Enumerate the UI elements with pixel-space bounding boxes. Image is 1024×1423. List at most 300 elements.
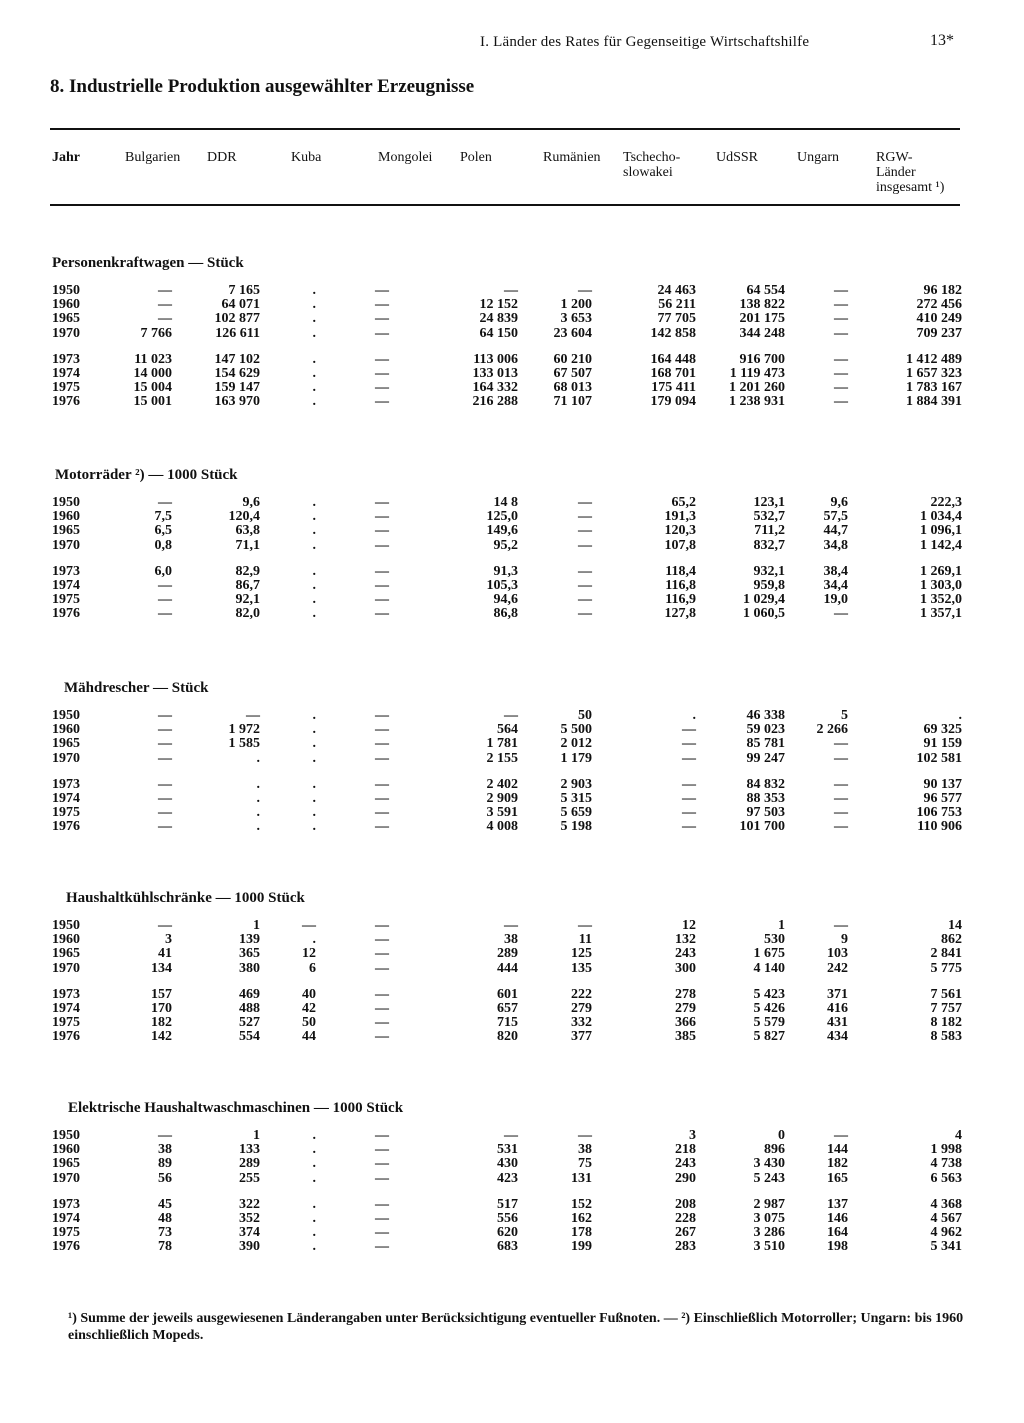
udssr-cell: 3 286 [753,1225,785,1241]
running-title: I. Länder des Rates für Gegenseitige Wirtschaftshilfe [480,34,810,50]
year-cell: 1965 [52,311,80,327]
udssr-cell: 201 175 [739,311,785,327]
tschechoslowakei-cell: 228 [675,1211,696,1226]
rgw-cell: 8 182 [930,1015,962,1031]
rgw-cell: 1 142,4 [920,537,962,553]
rumaenien-cell: 199 [571,1239,592,1255]
kuba-cell: . [312,1196,316,1212]
section-title: Haushaltkühlschränke — 1000 Stück [66,890,305,906]
rumaenien-cell: — [578,495,592,510]
ddr-cell: 365 [239,946,260,962]
bulgarien-cell: 6,0 [154,563,172,579]
ddr-cell: 527 [239,1015,260,1031]
bulgarien-cell: — [158,495,172,510]
rgw-cell: 1 303,0 [920,578,962,593]
mongolei-cell: — [375,946,389,962]
tschechoslowakei-cell: — [682,819,696,835]
polen-cell: 105,3 [486,578,518,593]
udssr-cell: 916 700 [739,351,785,367]
kuba-cell: 44 [302,1029,316,1045]
ddr-cell: . [256,750,260,766]
year-cell: 1976 [52,1239,80,1255]
kuba-cell: 12 [302,946,316,962]
tschechoslowakei-cell: 164 448 [650,351,696,367]
rumaenien-cell: 1 200 [560,297,592,313]
bulgarien-cell: 3 [165,932,172,948]
tschechoslowakei-cell: 24 463 [657,283,696,298]
mongolei-cell: — [375,1029,389,1045]
kuba-cell: . [312,537,316,553]
udssr-cell: 1 029,4 [743,592,785,608]
ddr-cell: 126 611 [215,325,260,341]
ddr-cell: 133 [239,1142,260,1158]
year-cell: 1973 [52,776,80,792]
rgw-cell: 96 577 [923,791,962,806]
bulgarien-cell: 157 [151,986,172,1002]
rgw-cell: 90 137 [923,776,962,792]
ungarn-cell: 9,6 [830,495,848,510]
year-cell: 1950 [52,918,80,933]
kuba-cell: 42 [302,1001,316,1016]
ddr-cell: . [256,819,260,835]
rumaenien-cell: 38 [578,1142,592,1158]
tschechoslowakei-cell: 107,8 [664,537,696,553]
ungarn-cell: — [834,351,848,367]
polen-cell: 164 332 [472,380,518,396]
mongolei-cell: — [375,1170,389,1186]
ungarn-cell: — [834,776,848,792]
rgw-cell: 96 182 [923,283,962,298]
year-cell: 1950 [52,283,80,298]
rgw-cell: 7 561 [930,986,962,1002]
bulgarien-cell: — [158,283,172,298]
year-cell: 1976 [52,606,80,622]
year-cell: 1973 [52,1196,80,1212]
ungarn-cell: 198 [827,1239,848,1255]
ddr-cell: 390 [239,1239,260,1255]
ddr-cell: 64 071 [221,297,260,313]
kuba-cell: . [312,523,316,539]
ungarn-cell: — [834,283,848,298]
rgw-cell: 1 657 323 [906,366,962,381]
tschechoslowakei-cell: 208 [675,1196,696,1212]
mongolei-cell: — [375,1239,389,1255]
ungarn-cell: 137 [827,1196,848,1212]
ddr-cell: 1 [253,918,260,933]
rumaenien-cell: 67 507 [553,366,592,381]
polen-cell: 125,0 [486,509,518,525]
polen-cell: 14 8 [493,495,518,510]
ddr-cell: 86,7 [235,578,260,593]
mongolei-cell: — [375,736,389,752]
mongolei-cell: — [375,311,389,327]
mongolei-cell: — [375,1015,389,1031]
footnote: ¹) Summe der jeweils ausgewiesenen Länderangaben unter Berücksichtigung eventueller Fußnoten. — ²) Einschließlich Motorroller; Ungarn: bis 1960 einschließlich Mopeds. [68,1311,964,1343]
polen-cell: 430 [497,1156,518,1172]
polen-cell: 2 909 [486,791,518,806]
rgw-cell: 102 581 [916,750,962,766]
polen-cell: 12 152 [479,297,518,313]
col-ungarn-header: Ungarn [797,150,839,165]
polen-cell: 4 008 [486,819,518,835]
bulgarien-cell: 45 [158,1196,172,1212]
udssr-cell: 959,8 [753,578,785,593]
mongolei-cell: — [375,819,389,835]
ungarn-cell: 371 [827,986,848,1002]
mongolei-cell: — [375,1156,389,1172]
mongolei-cell: — [375,523,389,539]
bulgarien-cell: 73 [158,1225,172,1241]
ungarn-cell: 416 [827,1001,848,1016]
polen-cell: — [504,918,518,933]
ddr-cell: 154 629 [214,366,260,381]
ungarn-cell: — [834,394,848,410]
polen-cell: 149,6 [486,523,518,539]
rgw-cell: 1 357,1 [920,606,962,622]
tschechoslowakei-cell: 278 [675,986,696,1002]
ddr-cell: 352 [239,1211,260,1226]
ungarn-cell: 242 [827,960,848,976]
ungarn-cell: — [834,366,848,381]
udssr-cell: 138 822 [739,297,785,313]
section-title: Elektrische Haushaltwaschmaschinen — 1000 Stück [68,1100,404,1116]
kuba-cell: 50 [302,1015,316,1031]
bulgarien-cell: 56 [158,1170,172,1186]
bulgarien-cell: — [158,311,172,327]
ddr-cell: 71,1 [235,537,260,553]
rumaenien-cell: 60 210 [553,351,592,367]
udssr-cell: 5 426 [753,1001,785,1016]
kuba-cell: . [312,380,316,396]
rgw-cell: 272 456 [916,297,962,313]
ungarn-cell: — [834,918,848,933]
udssr-cell: 530 [764,932,785,948]
ungarn-cell: 103 [827,946,848,962]
rgw-cell: 1 783 167 [906,380,962,396]
rumaenien-cell: — [578,918,592,933]
polen-cell: 531 [497,1142,518,1158]
bulgarien-cell: 182 [151,1015,172,1031]
udssr-cell: 46 338 [746,708,785,723]
kuba-cell: . [312,283,316,298]
bulgarien-cell: 142 [151,1029,172,1045]
ddr-cell: 163 970 [214,394,260,410]
udssr-cell: 5 243 [753,1170,785,1186]
year-cell: 1974 [52,1211,80,1226]
section-title: Mähdrescher — Stück [64,680,209,696]
tschechoslowakei-cell: — [682,750,696,766]
polen-cell: 564 [497,722,518,738]
rumaenien-cell: — [578,523,592,539]
udssr-cell: 59 023 [746,722,785,738]
col-ddr-header: DDR [207,150,237,165]
year-cell: 1965 [52,946,80,962]
year-cell: 1970 [52,750,80,766]
mongolei-cell: — [375,932,389,948]
kuba-cell: . [312,932,316,948]
tschechoslowakei-cell: 3 [689,1128,696,1143]
ddr-cell: . [256,776,260,792]
kuba-cell: . [312,509,316,525]
kuba-cell: 40 [302,986,316,1002]
bulgarien-cell: 15 004 [133,380,172,396]
rgw-cell: 1 034,4 [920,509,962,525]
rgw-cell: 106 753 [916,805,962,821]
kuba-cell: 6 [309,960,316,976]
year-cell: 1960 [52,722,80,738]
kuba-cell: . [312,563,316,579]
ddr-cell: 7 165 [228,283,260,298]
mongolei-cell: — [375,918,389,933]
rumaenien-cell: 377 [571,1029,592,1045]
col-udssr-header: UdSSR [716,150,759,165]
polen-cell: 24 839 [479,311,518,327]
tschechoslowakei-cell: 243 [675,946,696,962]
tschechoslowakei-cell: 118,4 [665,563,696,579]
bulgarien-cell: 48 [158,1211,172,1226]
udssr-cell: 85 781 [746,736,785,752]
col-bulgarien-header: Bulgarien [125,150,181,165]
ungarn-cell: 182 [827,1156,848,1172]
polen-cell: 86,8 [493,606,518,622]
ddr-cell: 120,4 [228,509,260,525]
kuba-cell: . [312,366,316,381]
mongolei-cell: — [375,1225,389,1241]
polen-cell: 216 288 [472,394,518,410]
ddr-cell: 380 [239,960,260,976]
year-cell: 1973 [52,563,80,579]
bulgarien-cell: 89 [158,1156,172,1172]
udssr-cell: 832,7 [753,537,785,553]
rumaenien-cell: — [578,283,592,298]
year-cell: 1975 [52,1225,80,1241]
rumaenien-cell: 75 [578,1156,592,1172]
ungarn-cell: — [834,805,848,821]
ddr-cell: 289 [239,1156,260,1172]
rumaenien-cell: 2 903 [560,776,592,792]
mongolei-cell: — [375,986,389,1002]
ddr-cell: 82,9 [235,563,260,579]
col-polen-header: Polen [460,150,492,165]
bulgarien-cell: 38 [158,1142,172,1158]
tschechoslowakei-cell: 127,8 [664,606,696,622]
polen-cell: — [504,283,518,298]
polen-cell: 1 781 [486,736,518,752]
rumaenien-cell: 279 [571,1001,592,1016]
rgw-cell: 1 269,1 [920,563,962,579]
bulgarien-cell: 0,8 [154,537,172,553]
udssr-cell: 5 579 [753,1015,785,1031]
ungarn-cell: — [834,380,848,396]
year-cell: 1960 [52,1142,80,1158]
ddr-cell: 139 [239,932,260,948]
tschechoslowakei-cell: 179 094 [650,394,696,410]
bulgarien-cell: — [158,722,172,738]
udssr-cell: 532,7 [753,509,785,525]
tschechoslowakei-cell: 385 [675,1029,696,1045]
kuba-cell: . [312,708,316,723]
tschechoslowakei-cell: 279 [675,1001,696,1016]
rumaenien-cell: 3 653 [560,311,592,327]
mongolei-cell: — [375,1196,389,1212]
bulgarien-cell: — [158,791,172,806]
polen-cell: 715 [497,1015,518,1031]
ungarn-cell: — [834,311,848,327]
udssr-cell: 1 060,5 [743,606,785,622]
rumaenien-cell: 50 [578,708,592,723]
ungarn-cell: 165 [827,1170,848,1186]
bulgarien-cell: — [158,918,172,933]
rumaenien-cell: 5 198 [560,819,592,835]
mongolei-cell: — [375,592,389,608]
bulgarien-cell: — [158,708,172,723]
kuba-cell: . [312,297,316,313]
mongolei-cell: — [375,708,389,723]
rgw-cell: 5 341 [930,1239,962,1255]
tschechoslowakei-cell: 218 [675,1142,696,1158]
kuba-cell: . [312,394,316,410]
col-kuba-header: Kuba [291,150,322,165]
mongolei-cell: — [375,325,389,341]
udssr-cell: 3 510 [753,1239,785,1255]
rgw-cell: 8 583 [930,1029,962,1045]
tschechoslowakei-cell: — [682,776,696,792]
rumaenien-cell: 23 604 [553,325,592,341]
ddr-cell: — [246,708,260,723]
kuba-cell: . [312,1239,316,1255]
mongolei-cell: — [375,1211,389,1226]
polen-cell: 95,2 [493,537,518,553]
udssr-cell: 0 [778,1128,785,1143]
mongolei-cell: — [375,606,389,622]
ddr-cell: 159 147 [214,380,260,396]
kuba-cell: . [312,1211,316,1226]
kuba-cell: . [312,736,316,752]
year-cell: 1976 [52,394,80,410]
rgw-cell: 4 962 [930,1225,962,1241]
rgw-cell: 110 906 [917,819,962,835]
year-cell: 1974 [52,791,80,806]
tschechoslowakei-cell: 12 [682,918,696,933]
tschechoslowakei-cell: — [682,736,696,752]
mongolei-cell: — [375,509,389,525]
kuba-cell: . [312,1225,316,1241]
year-cell: 1976 [52,819,80,835]
col-rgw-header: RGW- Länder insgesamt ¹) [876,150,945,195]
tschechoslowakei-cell: 56 211 [658,297,696,313]
polen-cell: 517 [497,1196,518,1212]
ddr-cell: 9,6 [242,495,260,510]
rumaenien-cell: 332 [571,1015,592,1031]
bulgarien-cell: 7 766 [140,325,172,341]
year-cell: 1973 [52,351,80,367]
udssr-cell: 84 832 [746,776,785,792]
rgw-cell: 4 567 [930,1211,962,1226]
ungarn-cell: 5 [841,708,848,723]
year-cell: 1970 [52,325,80,341]
year-cell: 1960 [52,297,80,313]
tschechoslowakei-cell: 243 [675,1156,696,1172]
col-tschechoslowakei-header: Tschecho- slowakei [623,150,681,180]
mongolei-cell: — [375,750,389,766]
polen-cell: 2 155 [486,750,518,766]
year-cell: 1974 [52,366,80,381]
mongolei-cell: — [375,1001,389,1016]
year-cell: 1965 [52,736,80,752]
polen-cell: 91,3 [493,563,518,579]
polen-cell: 601 [497,986,518,1002]
year-cell: 1973 [52,986,80,1002]
ungarn-cell: 38,4 [823,563,848,579]
tschechoslowakei-cell: 175 411 [651,380,696,396]
rumaenien-cell: 5 315 [560,791,592,806]
ddr-cell: 469 [239,986,260,1002]
bulgarien-cell: — [158,750,172,766]
kuba-cell: . [312,750,316,766]
polen-cell: 94,6 [493,592,518,608]
year-cell: 1974 [52,578,80,593]
page-title: 8. Industrielle Produktion ausgewählter Erzeugnisse [50,76,475,97]
polen-cell: 113 006 [473,351,518,367]
rgw-cell: 1 998 [930,1142,962,1158]
ungarn-cell: 146 [827,1211,848,1226]
udssr-cell: 2 987 [753,1196,785,1212]
bulgarien-cell: 6,5 [154,523,172,539]
ddr-cell: 1 585 [228,736,260,752]
kuba-cell: . [312,776,316,792]
ungarn-cell: 9 [841,932,848,948]
udssr-cell: 4 140 [753,960,785,976]
ungarn-cell: — [834,819,848,835]
bulgarien-cell: — [158,592,172,608]
mongolei-cell: — [375,283,389,298]
polen-cell: 423 [497,1170,518,1186]
bulgarien-cell: 11 023 [134,351,172,367]
rgw-cell: 2 841 [930,946,962,962]
bulgarien-cell: 14 000 [133,366,172,381]
rumaenien-cell: 152 [571,1196,592,1212]
ungarn-cell: 34,4 [823,578,848,593]
mongolei-cell: — [375,776,389,792]
kuba-cell: . [312,495,316,510]
udssr-cell: 1 238 931 [729,394,785,410]
kuba-cell: . [312,1142,316,1158]
kuba-cell: . [312,311,316,327]
rumaenien-cell: 162 [571,1211,592,1226]
tschechoslowakei-cell: 168 701 [650,366,696,381]
kuba-cell: . [312,1128,316,1143]
mongolei-cell: — [375,791,389,806]
rumaenien-cell: 1 179 [560,750,592,766]
kuba-cell: . [312,791,316,806]
bulgarien-cell: 7,5 [154,509,172,525]
ungarn-cell: 19,0 [823,592,848,608]
mongolei-cell: — [375,297,389,313]
ddr-cell: 63,8 [235,523,260,539]
bulgarien-cell: 41 [158,946,172,962]
rumaenien-cell: 5 500 [560,722,592,738]
rgw-cell: 5 775 [930,960,962,976]
rgw-cell: 1 884 391 [906,394,962,410]
year-cell: 1974 [52,1001,80,1016]
year-cell: 1975 [52,1015,80,1031]
rumaenien-cell: 125 [571,946,592,962]
tschechoslowakei-cell: 132 [675,932,696,948]
tschechoslowakei-cell: 191,3 [664,509,696,525]
mongolei-cell: — [375,722,389,738]
tschechoslowakei-cell: 267 [675,1225,696,1241]
rumaenien-cell: 68 013 [553,380,592,396]
